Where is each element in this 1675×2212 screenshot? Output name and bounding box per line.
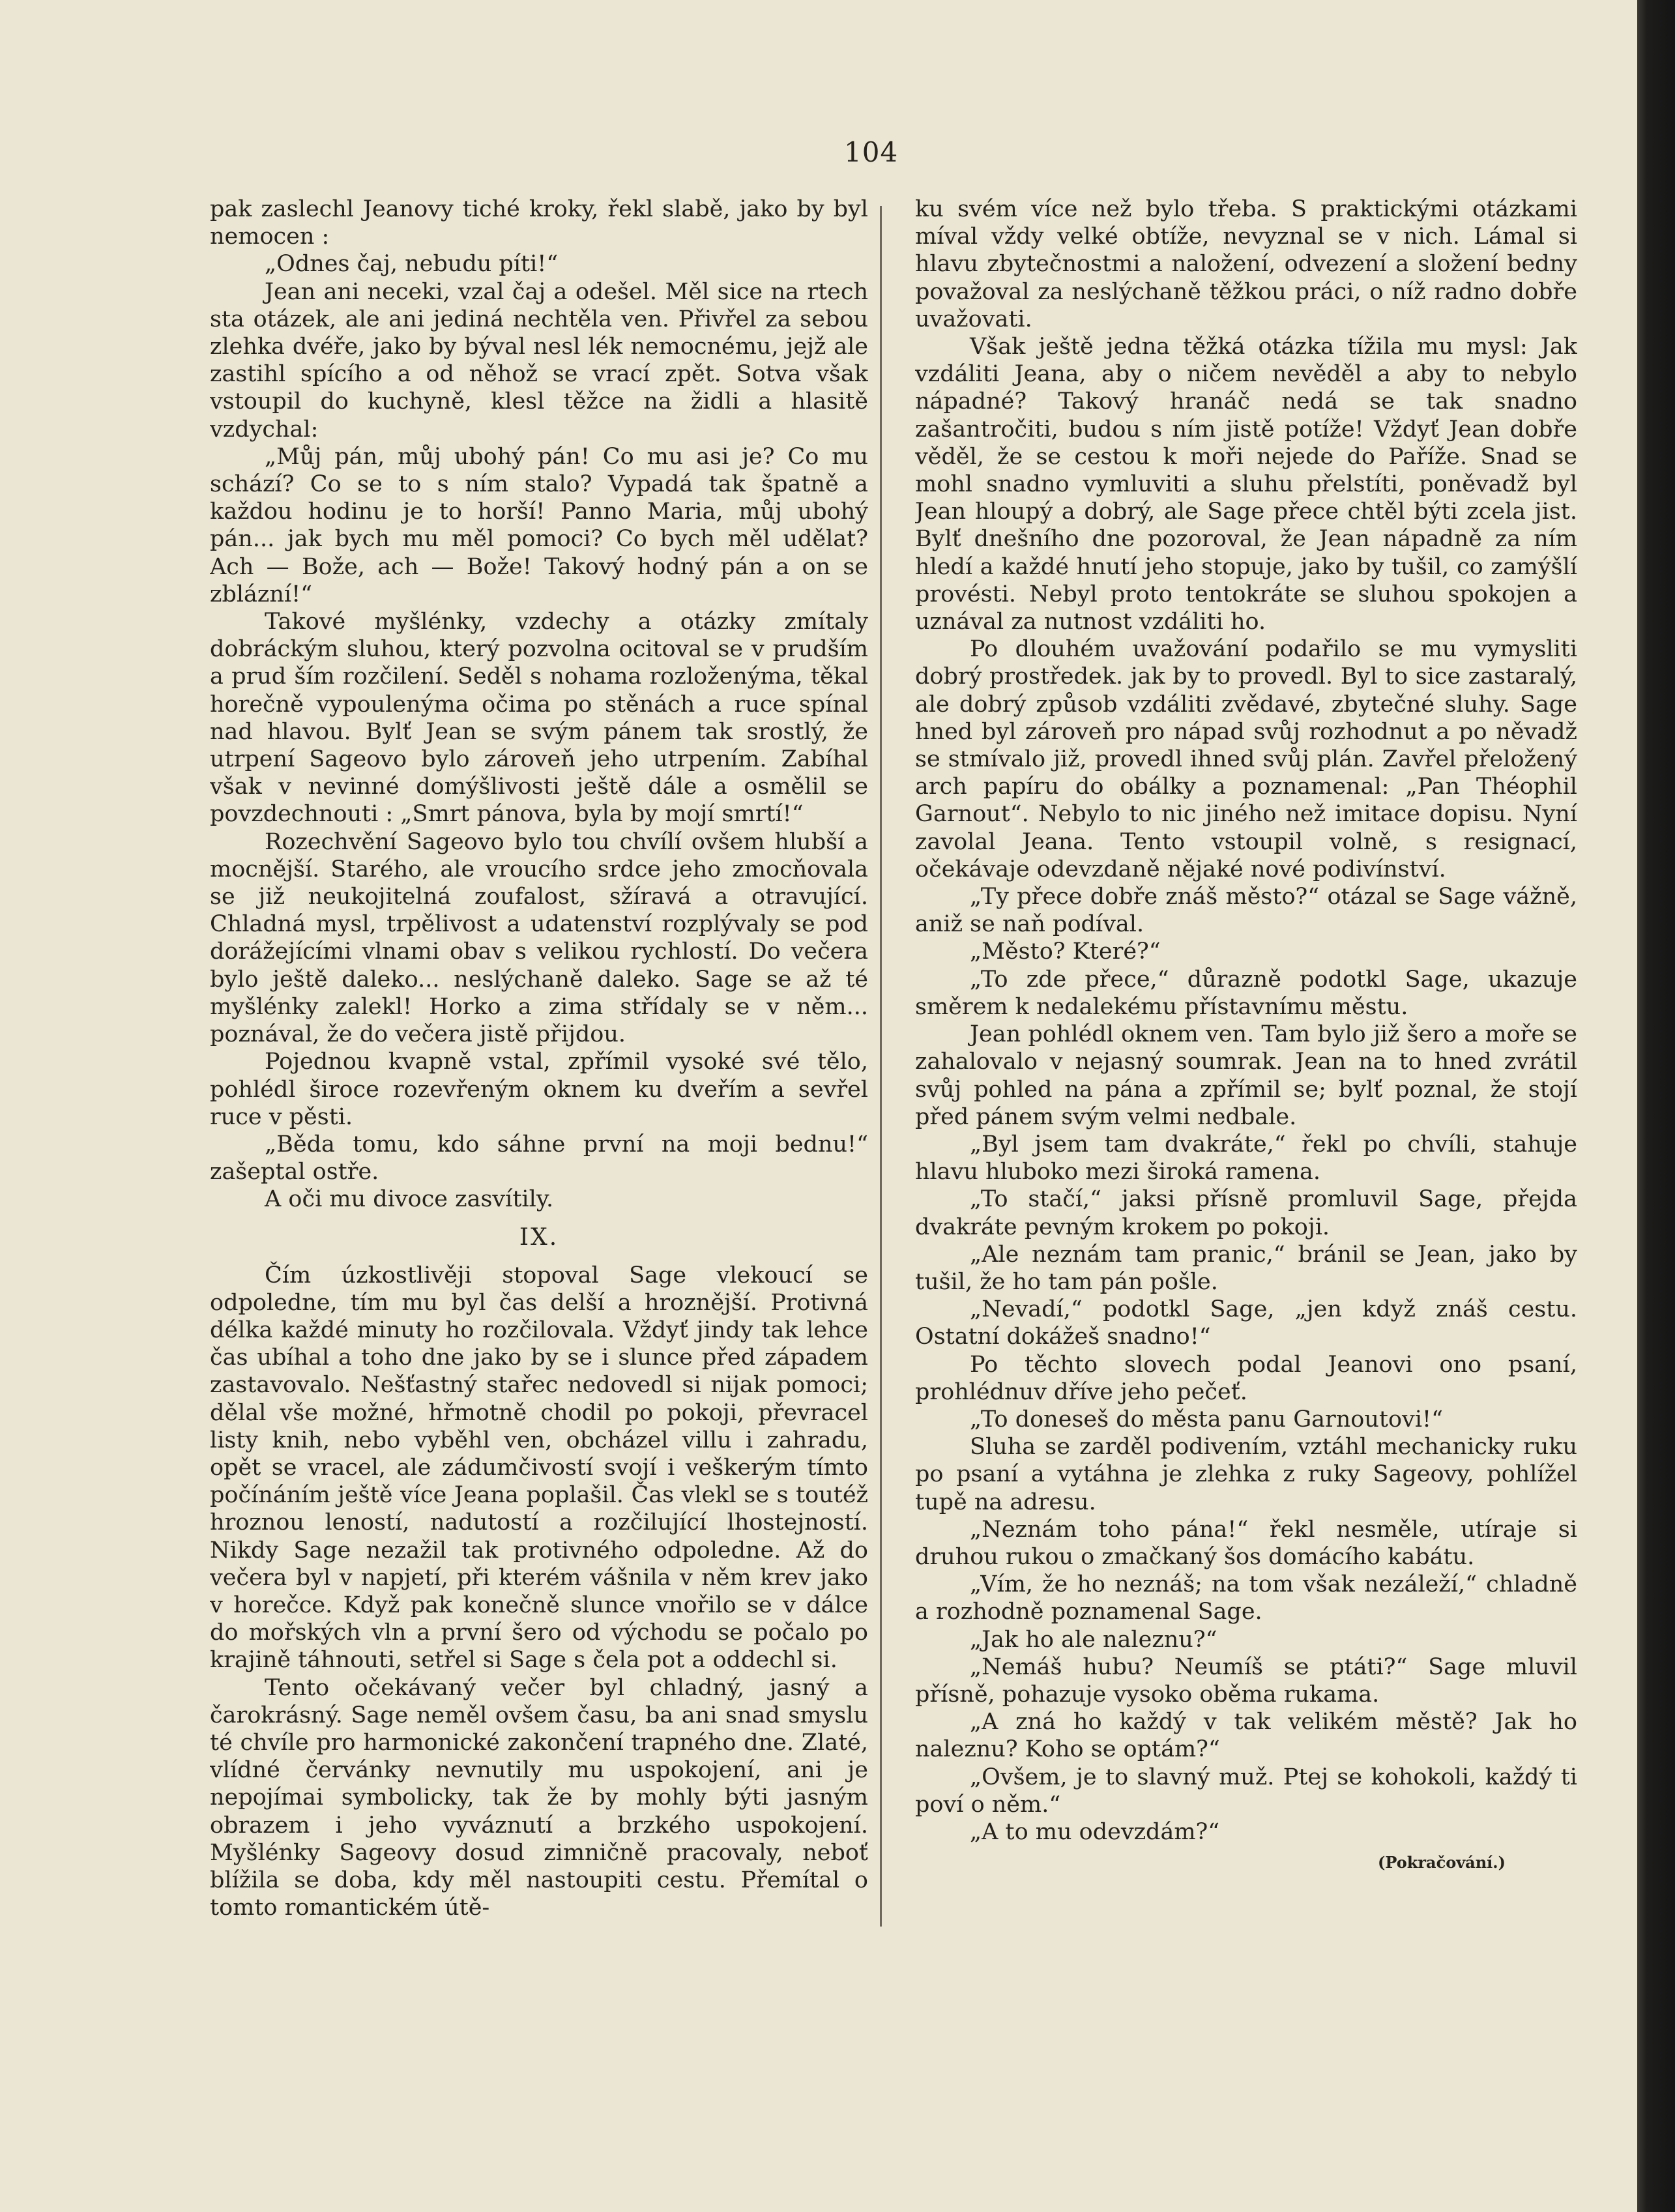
paragraph: „Ovšem, je to slavný muž. Ptej se kohokoli, každý ti poví o něm.“: [915, 1764, 1577, 1818]
paragraph: Sluha se zarděl podivením, vztáhl mechanicky ruku po psaní a vytáhna je zlehka z ruky Sageovy, pohlížel tupě na adresu.: [915, 1434, 1577, 1515]
paragraph: Čím úzkostlivěji stopoval Sage vlekoucí se odpoledne, tím mu byl čas delší a hroznější. Protivná délka každé minuty ho rozčilovala. Vždyť jindy tak lehce čas ubíhal a toho dne jako by se i slunce před západem zastavovalo. Nešťastný stařec nedovedl si nijak pomoci; dělal vše možné, hřmotně chodil po pokoji, převracel listy knih, nebo vyběhl ven, obcházel villu i zahradu, opět se vracel, ale zádumčivostí svojí i veškerým tímto počínáním ještě více Jeana poplašil. Čas vlekl se s toutéž hroznou leností, nadutostí a rozčilující lhostejností. Nikdy Sage nezažil tak protivného odpoledne. Až do večera byl v napjetí, při kterém vášnila v něm krev jako v horečce. Když pak konečně slunce vnořilo se v dálce do mořských vln a první šero od východu se počalo po krajině táhnouti, setřel si Sage s čela pot a oddechl si.: [210, 1262, 868, 1674]
paragraph: „To stačí,“ jaksi přísně promluvil Sage, přejda dvakráte pevným krokem po pokoji.: [915, 1186, 1577, 1240]
paragraph: Jean pohlédl oknem ven. Tam bylo již šero a moře se zahalovalo v nejasný soumrak. Jean na to hned zvrátil svůj pohled na pána a zpřímil se; bylť poznal, že stojí před pánem svým velmi nedbale.: [915, 1021, 1577, 1130]
continuation-note: (Pokračování.): [1378, 1853, 1506, 1872]
paragraph: „Nevadí,“ podotkl Sage, „jen když znáš cestu. Ostatní dokážeš snadno!“: [915, 1296, 1577, 1350]
page-right-edge: [1637, 0, 1675, 2212]
paragraph: „To doneseš do města panu Garnoutovi!“: [970, 1406, 1443, 1433]
paragraph: „Můj pán, můj ubohý pán! Co mu asi je? Co mu schází? Co se to s ním stalo? Vypadá tak špatně a každou hodinu je to horší! Panno Maria, můj ubohý pán... jak bych mu měl pomoci? Co bych měl udělat? Ach — Bože, ach — Bože! Takový hodný pán a on se zblázní!“: [210, 443, 868, 607]
paragraph: „Odnes čaj, nebudu píti!“: [265, 251, 559, 278]
paragraph: „Vím, že ho neznáš; na tom však nezáleží,“ chladně a rozhodně poznamenal Sage.: [915, 1571, 1577, 1625]
paragraph: Rozechvění Sageovo bylo tou chvílí ovšem hlubší a mocnější. Starého, ale vroucího srdce jeho zmocňovala se již neukojitelná zoufalost, sžíravá a otravující. Chladná mysl, trpělivost a udatenství rozplývaly se pod dorážejícími vlnami obav s velikou rychlostí. Do večera bylo ještě daleko... neslýchaně daleko. Sage se až té myšlénky zalekl! Horko a zima střídaly se v něm... poznával, že do večera jistě přijdou.: [210, 828, 868, 1048]
right-column: [915, 196, 1577, 1942]
paragraph: „Jak ho ale naleznu?“: [970, 1626, 1217, 1653]
paragraph: Po dlouhém uvažování podařilo se mu vymysliti dobrý prostředek. jak by to provedl. Byl to sice zastaralý, ale dobrý způsob vzdáliti zvědavé, zbytečné sluhy. Sage hned byl zároveň pro nápad svůj rozhodnut a po něvadž se stmívalo již, provedl ihned svůj plán. Zavřel přeložený arch papíru do obálky a poznamenal: „Pan Théophil Garnout“. Nebylo to nic jiného než imitace dopisu. Nyní zavolal Jeana. Tento vstoupil volně, s resignací, očekávaje odevzdaně nějaké nové podivínství.: [915, 636, 1577, 882]
column-divider: [880, 206, 882, 1927]
paragraph: „Ty přece dobře znáš město?“ otázal se Sage vážně, aniž se naň podíval.: [915, 884, 1577, 938]
paragraph: „A to mu odevzdám?“: [970, 1818, 1220, 1845]
paragraph: „Byl jsem tam dvakráte,“ řekl po chvíli, stahuje hlavu hluboko mezi široká ramena.: [915, 1131, 1577, 1186]
paragraph: Po těchto slovech podal Jeanovi ono psaní, prohlédnuv dříve jeho pečeť.: [915, 1351, 1577, 1405]
chapter-heading: IX.: [519, 1223, 559, 1251]
paragraph: „To zde přece,“ důrazně podotkl Sage, ukazuje směrem k nedalekému přístavnímu městu.: [915, 966, 1577, 1020]
paragraph: Pojednou kvapně vstal, zpřímil vysoké své tělo, pohlédl široce rozevřeným oknem ku dveřím a sevřel ruce v pěsti.: [210, 1049, 868, 1130]
paragraph: pak zaslechl Jeanovy tiché kroky, řekl slabě, jako by byl nemocen :: [210, 196, 868, 250]
paragraph: ku svém více než bylo třeba. S praktickými otázkami míval vždy velké obtíže, nevyznal se v nich. Lámal si hlavu zbytečnostmi a naložení, odvezení a složení bedny považoval za neslýchaně těžkou práci, o níž radno dobře uvažovati.: [915, 196, 1577, 332]
paragraph: Jean ani neceki, vzal čaj a odešel. Měl sice na rtech sta otázek, ale ani jediná nechtěla ven. Přivřel za sebou zlehka dvéře, jako by býval nesl lék nemocnému, jejž ale zastihl spícího a od něhož se vrací zpět. Sotva však vstoupil do kuchyně, klesl těžce na židli a hlasitě vzdychal:: [210, 278, 868, 443]
paragraph: Tento očekávaný večer byl chladný, jasný a čarokrásný. Sage neměl ovšem času, ba ani snad smyslu té chvíle pro harmonické zakončení trapného dne. Zlaté, vlídné červánky nevnutily mu uspokojení, ani je nepojímai symbolicky, tak že by mohly býti jasným obrazem i jeho vyváznutí a brzkého uspokojení. Myšlénky Sageovy dosud zimničně pracovaly, neboť blížila se doba, kdy měl nastoupiti cestu. Přemítal o tomto romantickém útě-: [210, 1674, 868, 1921]
paragraph: A oči mu divoce zasvítily.: [265, 1186, 554, 1213]
paragraph: „Běda tomu, kdo sáhne první na moji bednu!“ zašeptal ostře.: [210, 1131, 868, 1186]
paragraph: Však ještě jedna těžká otázka tížila mu mysl: Jak vzdáliti Jeana, aby o ničem nevěděl a aby to nebylo nápadné? Takový hranáč nedá se tak snadno zašantročiti, budou s ním jistě potíže! Vždyť Jean dobře věděl, že se cestou k moři nejede do Paříže. Snad se mohl snadno vymluviti a sluhu přelstíti, poněvadž byl Jean hloupý a dobrý, ale Sage přece chtěl býti zcela jist. Bylť dnešního dne pozoroval, že Jean nápadně za ním hledí a každé hnutí jeho stopuje, jako by tušil, co zamýšlí provésti. Nebyl proto tentokráte se sluhou spokojen a uznával za nutnost vzdáliti ho.: [915, 334, 1577, 635]
paragraph: „A zná ho každý v tak velikém městě? Jak ho naleznu? Koho se optám?“: [915, 1709, 1577, 1763]
page-number: 104: [844, 136, 899, 168]
paragraph: Takové myšlénky, vzdechy a otázky zmítaly dobráckým sluhou, který pozvolna ocitoval se v prudším a prud ším rozčilení. Seděl s nohama rozloženýma, těkal horečně vypoulenýma očima po stěnách a ruce spínal nad hlavou. Bylť Jean se svým pánem tak srostlý, že utrpení Sageovo bylo zároveň jeho utrpením. Zabíhal však v nevinné domýšlivosti ještě dále a osmělil se povzdechnouti : „Smrt pánova, byla by mojí smrtí!“: [210, 609, 868, 828]
left-column: [210, 196, 868, 1942]
paragraph: „Město? Které?“: [970, 939, 1161, 965]
paragraph: „Nemáš hubu? Neumíš se ptáti?“ Sage mluvil přísně, pohazuje vysoko oběma rukama.: [915, 1653, 1577, 1708]
paragraph: „Ale neznám tam pranic,“ bránil se Jean, jako by tušil, že ho tam pán pošle.: [915, 1241, 1577, 1295]
paragraph: „Neznám toho pána!“ řekl nesměle, utíraje si druhou rukou o zmačkaný šos domácího kabátu.: [915, 1516, 1577, 1570]
